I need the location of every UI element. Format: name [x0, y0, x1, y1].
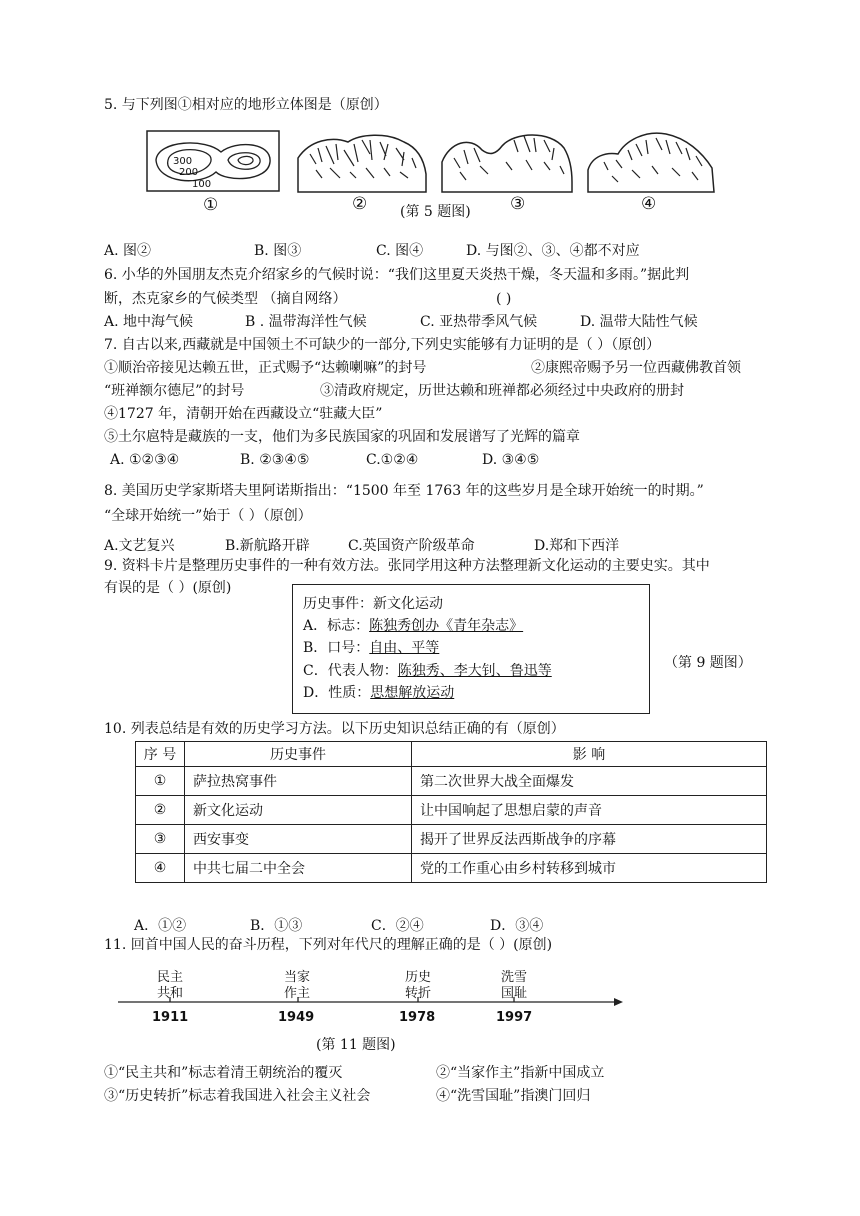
- q7-option-a: A. ①②③④: [110, 452, 180, 468]
- timeline-label-top: 历史: [404, 970, 431, 985]
- table-header-cell: 影 响: [412, 742, 767, 767]
- table-cell: 党的工作重心由乡村转移到城市: [412, 854, 767, 883]
- table-cell: ②: [136, 796, 185, 825]
- q10-option-c: C．②④: [371, 918, 424, 934]
- q9-stem-line1: 9. 资料卡片是整理历史事件的一种有效方法。张同学用这种方法整理新文化运动的主要史实。其中: [104, 558, 710, 574]
- info-card-row-c-value: 陈独秀、李大钊、鲁迅等: [397, 663, 552, 679]
- q6-option-a: A. 地中海气候: [104, 314, 194, 330]
- info-card-row-b-prefix: B．口号：: [303, 640, 370, 656]
- info-card-row-a: [303, 619, 523, 633]
- figure-label-3: ③: [510, 194, 526, 214]
- q11-statement-4: ④“洗雪国耻”指澳门回归: [436, 1088, 591, 1104]
- history-summary-table: [135, 741, 767, 883]
- table-header-cell: 历史事件: [185, 742, 412, 767]
- q11-stem: 11. 回首中国人民的奋斗历程，下列对年代尺的理解正确的是（ ）(原创): [104, 937, 553, 953]
- table-header-row: [136, 742, 767, 767]
- q6-option-c: C. 亚热带季风气候: [420, 314, 538, 330]
- timeline-label-1949: [277, 970, 317, 1002]
- info-card-row-b-value: 自由、平等: [369, 640, 440, 656]
- timeline-year-1911: 1911: [152, 1010, 189, 1025]
- table-row: [136, 767, 767, 796]
- q7-option-d: D. ③④⑤: [482, 452, 540, 468]
- info-card: [292, 584, 650, 714]
- timeline-label-top: 洗雪: [500, 970, 527, 985]
- q9-caption: （第 9 题图）: [664, 655, 752, 671]
- info-card-row-b: [303, 641, 439, 655]
- table-cell: ③: [136, 825, 185, 854]
- q10-option-a: A．①②: [134, 918, 187, 934]
- timeline-label-1911: [150, 970, 190, 1002]
- q5-caption: (第 5 题图): [400, 204, 471, 220]
- timeline-label-bottom: 作主: [283, 986, 310, 1001]
- q7-statement-5: ⑤土尔扈特是藏族的一支，他们为多民族国家的巩固和发展谱写了光辉的篇章: [104, 429, 580, 445]
- terrain-figure-3: [440, 126, 574, 194]
- timeline-label-1997: [494, 970, 534, 1002]
- q8-option-a: A.文艺复兴: [104, 538, 175, 554]
- q10-option-d: D．③④: [490, 918, 544, 934]
- q8-option-d: D.郑和下西洋: [534, 538, 620, 554]
- table-row: [136, 854, 767, 883]
- q6-option-b: B . 温带海洋性气候: [245, 314, 367, 330]
- timeline-axis: [118, 994, 624, 1010]
- q10-stem: 10. 列表总结是有效的历史学习方法。以下历史知识总结正确的有（原创）: [104, 721, 565, 737]
- table-cell: 揭开了世界反法西斯战争的序幕: [412, 825, 767, 854]
- table-header-cell: 序 号: [136, 742, 185, 767]
- q8-option-b: B.新航路开辟: [225, 538, 310, 554]
- q7-option-b: B. ②③④⑤: [240, 452, 310, 468]
- q7-statement-3: ③清政府规定，历世达赖和班禅都必须经过中央政府的册封: [320, 383, 684, 399]
- q7-statement-4: ④1727 年，清朝开始在西藏设立“驻藏大臣”: [104, 406, 383, 422]
- timeline-label-top: 当家: [283, 970, 310, 985]
- q7-statement-2: ②康熙帝赐予另一位西藏佛教首领: [531, 360, 741, 376]
- timeline-label-bottom: 国耻: [500, 986, 527, 1001]
- timeline-year-1997: 1997: [496, 1010, 533, 1025]
- q7-statement-2-cont: “班禅额尔德尼”的封号: [104, 383, 245, 399]
- q5-option-d: D. 与图②、③、④都不对应: [466, 243, 640, 259]
- info-card-row-d-value: 思想解放运动: [370, 685, 455, 701]
- table-cell: 第二次世界大战全面爆发: [412, 767, 767, 796]
- timeline-year-1978: 1978: [399, 1010, 436, 1025]
- contour-label-100: 100: [192, 179, 212, 190]
- q10-option-b: B．①③: [250, 918, 303, 934]
- info-card-row-a-value: 陈独秀创办《青年杂志》: [369, 618, 524, 634]
- info-card-title: 历史事件：新文化运动: [303, 596, 443, 612]
- q5-stem: 5. 与下列图①相对应的地形立体图是（原创）: [104, 97, 388, 113]
- table-cell: 新文化运动: [185, 796, 412, 825]
- contour-label-300: 300: [173, 156, 193, 167]
- q5-option-b: B. 图③: [254, 243, 302, 259]
- table-cell: 中共七届二中全会: [185, 854, 412, 883]
- q8-option-c: C.英国资产阶级革命: [348, 538, 475, 554]
- table-cell: 让中国响起了思想启蒙的声音: [412, 796, 767, 825]
- table-cell: 西安事变: [185, 825, 412, 854]
- q11-statement-2: ②“当家作主”指新中国成立: [436, 1065, 605, 1081]
- q8-stem-line2: “全球开始统一”始于（ ）（原创）: [104, 508, 312, 524]
- info-card-row-c-prefix: C．代表人物：: [303, 663, 398, 679]
- timeline-label-bottom: 转折: [404, 986, 431, 1001]
- info-card-row-d-prefix: D．性质：: [303, 685, 371, 701]
- table-cell: ①: [136, 767, 185, 796]
- q6-option-d: D. 温带大陆性气候: [580, 314, 698, 330]
- table-row: [136, 796, 767, 825]
- info-card-row-a-prefix: A．标志：: [303, 618, 370, 634]
- q6-stem-line1: 6. 小华的外国朋友杰克介绍家乡的气候时说：“我们这里夏天炎热干燥，冬天温和多雨。”据此判: [104, 267, 690, 283]
- q9-stem-line2: 有误的是（ ）(原创): [104, 580, 232, 596]
- q11-caption: (第 11 题图): [316, 1037, 396, 1053]
- timeline-year-1949: 1949: [278, 1010, 315, 1025]
- contour-map-figure: [146, 130, 280, 192]
- q5-option-c: C. 图④: [376, 243, 424, 259]
- contour-label-200: 200: [179, 167, 199, 178]
- q5-option-a: A. 图②: [104, 243, 152, 259]
- figure-label-4: ④: [641, 194, 657, 214]
- q11-statement-1: ①“民主共和”标志着清王朝统治的覆灭: [104, 1065, 343, 1081]
- q6-stem-line2: 断，杰克家乡的气候类型 （摘自网络）: [104, 291, 347, 307]
- q11-statement-3: ③“历史转折”标志着我国进入社会主义社会: [104, 1088, 371, 1104]
- q6-answer-blank: ( ): [496, 291, 512, 307]
- table-row: [136, 825, 767, 854]
- q8-stem-line1: 8. 美国历史学家斯塔夫里阿诺斯指出：“1500 年至 1763 年的这些岁月是全球开始统一的时期。”: [104, 483, 704, 499]
- q7-stem: 7. 自古以来,西藏就是中国领土不可缺少的一部分,下列史实能够有力证明的是（ ）（原创）: [104, 337, 661, 353]
- info-card-row-d: [303, 686, 454, 700]
- timeline-label-top: 民主: [156, 970, 183, 985]
- table-cell: 萨拉热窝事件: [185, 767, 412, 796]
- info-card-row-c: [303, 664, 552, 678]
- q7-statement-1: ①顺治帝接见达赖五世，正式赐予“达赖喇嘛”的封号: [104, 360, 427, 376]
- timeline-label-bottom: 共和: [156, 986, 183, 1001]
- figure-label-1: ①: [203, 195, 219, 215]
- table-cell: ④: [136, 854, 185, 883]
- terrain-figure-4: [586, 126, 716, 194]
- timeline-label-1978: [398, 970, 438, 1002]
- q7-option-c: C.①②④: [366, 452, 419, 468]
- terrain-figure-2: [296, 128, 428, 194]
- figure-label-2: ②: [352, 194, 368, 214]
